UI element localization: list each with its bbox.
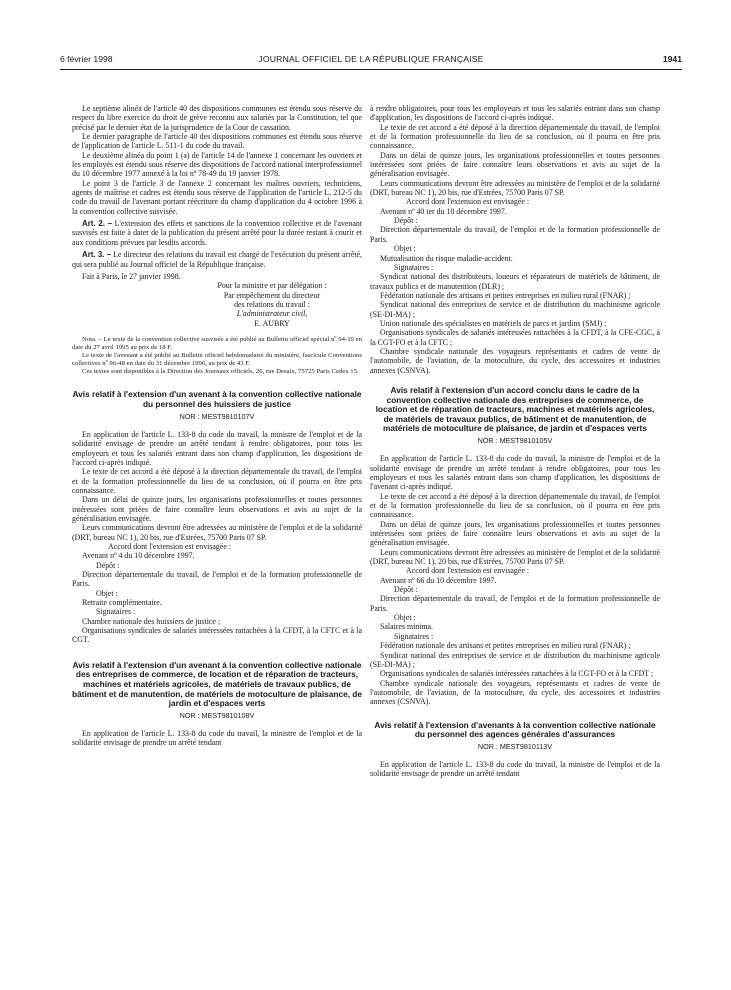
paragraph: à rendre obligatoires, pour tous les employeurs et tous les salariés entrant dans son champ d'application, les dispositions de l'accord ci-après indiqué. [370,104,660,123]
issue-date: 6 février 1998 [60,54,113,64]
signataire: Organisations syndicales de salariés intéressées rattachées à la CGT-FO et à la CFDT ; [380,669,654,679]
right-column [370,104,660,779]
accord-label: Accord dont l'extension est envisagée : [108,542,232,552]
nor-reference: NOR : MEST9810107V [179,411,255,421]
signataire: Fédération nationale des artisans et petites entreprises en milieu rural (FNAR) ; [380,290,631,300]
depot-label: Dépôt : [96,560,120,570]
article-label: Art. 2. – [82,219,113,229]
article-2 [72,219,362,247]
signature-line: Pour la ministre et par délégation : [217,281,327,291]
objet-text: Retraite complémentaire. [82,598,162,608]
article-text: L'extension des effets et sanctions de la convention collective et de l'avenant susvisés est faite à dater de la publication du présent arrêté pour la durée restant à courir et aux conditions prévues par lesdits accords. [72,219,362,247]
signature-name: E. AUBRY [254,318,290,328]
paragraph: En application de l'article L. 133-8 du code du travail, la ministre de l'emploi et de la solidarité envisage de prendre un arrêté tendant [370,760,660,779]
nota: Le texte de l'avenant a été publié au Bulletin officiel hebdomadaire du ministère, fascicule Conventions collectives nº 96-48 en date du 31 décembre 1996, au prix de 43 F. [72,352,362,368]
objet-label: Objet : [394,244,416,254]
depot-text: Direction départementale du travail, de l'emploi et de la formation professionnelle de Paris. [370,594,660,613]
paragraph: Le texte de cet accord a été déposé à la direction départementale du travail, de l'emploi et de la formation professionnelle du lieu de sa conclusion, où il pourra en être pris connaissance. [370,491,660,520]
signature-line: des relations du travail : [234,299,310,309]
accord-label: Accord dont l'extension est envisagée : [406,197,530,207]
signataire: Syndicat national des distributeurs, loueurs et réparateurs de matériels de bâtiment, de travaux publics et de manutention (DLR) ; [370,272,660,291]
paragraph: En application de l'article L. 133-8 du code du travail, la ministre de l'emploi et de la solidarité envisage de prendre un arrêté tendant à rendre obligatoires, pour tous les employeurs et tous les salariés entrant dans son champ d'application, les dispositions de l'accord ci-après indiqué. [72,429,362,467]
page-number: 1941 [662,54,682,64]
page-header [60,54,682,68]
paragraph: Le deuxième alinéa du point 1 (a) de l'article 14 de l'annexe 1 concernant les ouvriers et les employés est étendu sous réserve des dispositions de l'accord national interprofessionnel du 10 décembre 1977 annexé à la loi nº 78-49 du 19 janvier 1978. [72,150,363,179]
signataire: Chambre syndicale nationale des voyageurs, représentants et cadres de vente de l'automobile, de l'aviation, de la motoculture, du cycle, des accessoires et industries annexes (CSNVA). [370,678,660,707]
notice-title: Avis relatif à l'extension d'un avenant à la convention collective nationale des entreprises de commerce, de location et de réparation de tracteurs, machines et matériels agricoles, de matériels de travaux publics, de bâtiment et de manutention, de matériels de motoculture de plaisance, de jardin et d'espaces verts [72,659,362,709]
signataire: Union nationale des spécialistes en matériels de parcs et jardins (SMJ) ; [380,318,607,328]
signature-line: Par empêchement du directeur [223,290,321,300]
signataire: Fédération nationale des artisans et petites entreprises en milieu rural (FNAR) ; [380,641,631,651]
journal-title: JOURNAL OFFICIEL DE LA RÉPUBLIQUE FRANÇAISE [258,54,484,64]
depot-label: Dépôt : [394,216,418,226]
paragraph: Le septième alinéa de l'article 40 des dispositions communes est étendu sous réserve du respect du libre exercice du droit de grève reconnu aux salariés par la Constitution, tel que précisé par le dernier état de la jurisprudence de la Cour de cassation. [72,104,362,132]
paragraph: Le point 3 de l'article 3 de l'annexe 2 concernant les maîtres ouvriers, techniciens, agents de maîtrise et cadres est étendu sous réserve de l'application de l'article L. 212-5 du code du travail de l'avenant portant réécriture du champ d'application du 4 octobre 1996 à la convention collective susvisée. [72,178,362,216]
depot-text: Direction départementale du travail, de l'emploi et de la formation professionnelle de Paris. [72,570,362,589]
depot-text: Direction départementale du travail, de l'emploi et de la formation professionnelle de Paris. [370,225,660,244]
article-3 [72,250,362,269]
nota: Nota. – Le texte de la convention collective susvisée a été publié au Bulletin officiel spécial nº 94-19 en date du 27 avril 1995 au prix de 18 F. [72,335,362,351]
signataire: Syndicat national des entreprises de service et de distribution du machinisme agricole (SE-DI-MA) ; [370,300,660,319]
fait-a-paris: Fait à Paris, le 27 janvier 1998. [82,271,181,281]
objet-text: Salaires minima. [380,622,434,632]
signataire: Organisations syndicales de salariés intéressées rattachées à la CFDT, à la CFTC et à la CGT. [72,626,362,645]
notice-title: Avis relatif à l'extension d'un avenant à la convention collective nationale du personnel des huissiers de justice [72,389,362,409]
nor-reference: NOR : MEST9810108V [179,710,255,720]
objet-text: Mutualisation du risque maladie-accident. [380,253,513,263]
paragraph: Leurs communications devront être adressées au ministère de l'emploi et de la solidarité (DRT, bureau NC 1), 20 bis, rue d'Estrées, 75700 Paris 07 SP. [72,523,362,542]
avenant-line: Avenant nº 40 ter du 10 décembre 1997. [380,206,507,216]
notice-title: Avis relatif à l'extension d'un accord conclu dans le cadre de la convention collective nationale des entreprises de commerce, de location et de réparation de tracteurs, machines et matériels agricoles, de matériels de travaux publics, de bâtiment et de manutention, de matériels de motoculture de plaisance, de jardin et d'espaces verts [375,384,655,434]
avenant-line: Avenant nº 66 du 10 décembre 1997. [380,575,497,585]
accord-label: Accord dont l'extension est envisagée : [406,566,530,576]
header-rule [60,69,682,70]
depot-label: Dépôt : [394,585,418,595]
signataire: Syndicat national des entreprises de service et de distribution du machinisme agricole (SE-DI-MA) ; [370,650,660,669]
objet-label: Objet : [96,588,118,598]
signataire: Chambre syndicale nationale des voyageurs représentants et cadres de vente de l'automobile, de l'aviation, de la motoculture, du cycle, des accessoires et industries annexes (CSNVA). [370,346,660,375]
objet-label: Objet : [394,613,416,623]
signataire: Chambre nationale des huissiers de justice ; [82,616,221,626]
paragraph: En application de l'article L. 133-8 du code du travail, la ministre de l'emploi et de la solidarité envisage de prendre un arrêté tendant à rendre obligatoires, pour tous les employeurs et tous les salariés entrant dans son champ d'application, les dispositions de l'avenant ci-après indiqué. [370,454,660,492]
signataires-label: Signataires : [96,607,136,617]
left-column [72,104,362,748]
nota: Ces textes sont disponibles à la Direction des Journaux officiels, 26, rue Desaix, 75725 Paris Cedex 15. [82,368,359,376]
paragraph: Leurs communications devront être adressées au ministère de l'emploi et de la solidarité (DRT, bureau NC 1), 20 bis, rue d'Estrées, 75700 Paris 07 SP. [370,178,660,198]
signataires-label: Signataires : [394,262,434,272]
paragraph: Dans un délai de quinze jours, les organisations professionnelles et toutes personnes intéressées sont priées de faire connaître leurs observations et avis au sujet de la généralisation envisagée. [370,150,660,179]
signataires-label: Signataires : [394,631,434,641]
signature-title: L'administrateur civil, [236,309,308,319]
avenant-line: Avenant nº 4 du 10 décembre 1997. [82,551,195,561]
paragraph: Dans un délai de quinze jours, les organisations professionnelles et toutes personnes intéressées sont priées de faire connaître leurs observations et avis au sujet de la généralisation envisagée. [370,519,660,548]
article-text: Le directeur des relations du travail est chargé de l'exécution du présent arrêté, qui sera publié au Journal officiel de la République française. [72,250,362,269]
paragraph: En application de l'article L. 133-8 du code du travail, la ministre de l'emploi et de la solidarité envisage de prendre un arrêté tendant [72,729,362,748]
nor-reference: NOR : MEST9810113V [477,741,553,751]
paragraph: Le texte de cet accord a été déposé à la direction départementale du travail, de l'emploi et de la formation professionnelle du lieu de sa conclusion, où il pourra en être pris connaissance. [72,467,362,495]
paragraph: Le dernier paragraphe de l'article 40 des dispositions communes est étendu sous réserve de l'application de l'article L. 511-1 du code du travail. [72,132,362,151]
paragraph: Leurs communications devront être adressées au ministère de l'emploi et de la solidarité (DRT, bureau NC 1), 20 bis, rue d'Estrées, 75700 Paris 07 SP. [370,547,660,567]
notice-title: Avis relatif à l'extension d'avenants à la convention collective nationale du personnel des agences générales d'assurances [374,719,656,740]
paragraph: Le texte de cet accord a été déposé à la direction départementale du travail, de l'emploi et de la formation professionnelle du lieu de sa conclusion, où il pourra en être pris connaissance. [370,122,660,151]
article-label: Art. 3. – [82,250,112,260]
nor-reference: NOR : MEST9810105V [477,435,553,445]
paragraph: Dans un délai de quinze jours, les organisations professionnelles et toutes personnes intéressées sont priées de faire connaître leurs observations et avis au sujet de la généralisation envisagée. [72,495,362,523]
signataire: Organisations syndicales de salariés intéressées rattachées à la CFDT, à la CFE-CGC, à la CGT-FO et à la CFTC ; [370,328,660,347]
